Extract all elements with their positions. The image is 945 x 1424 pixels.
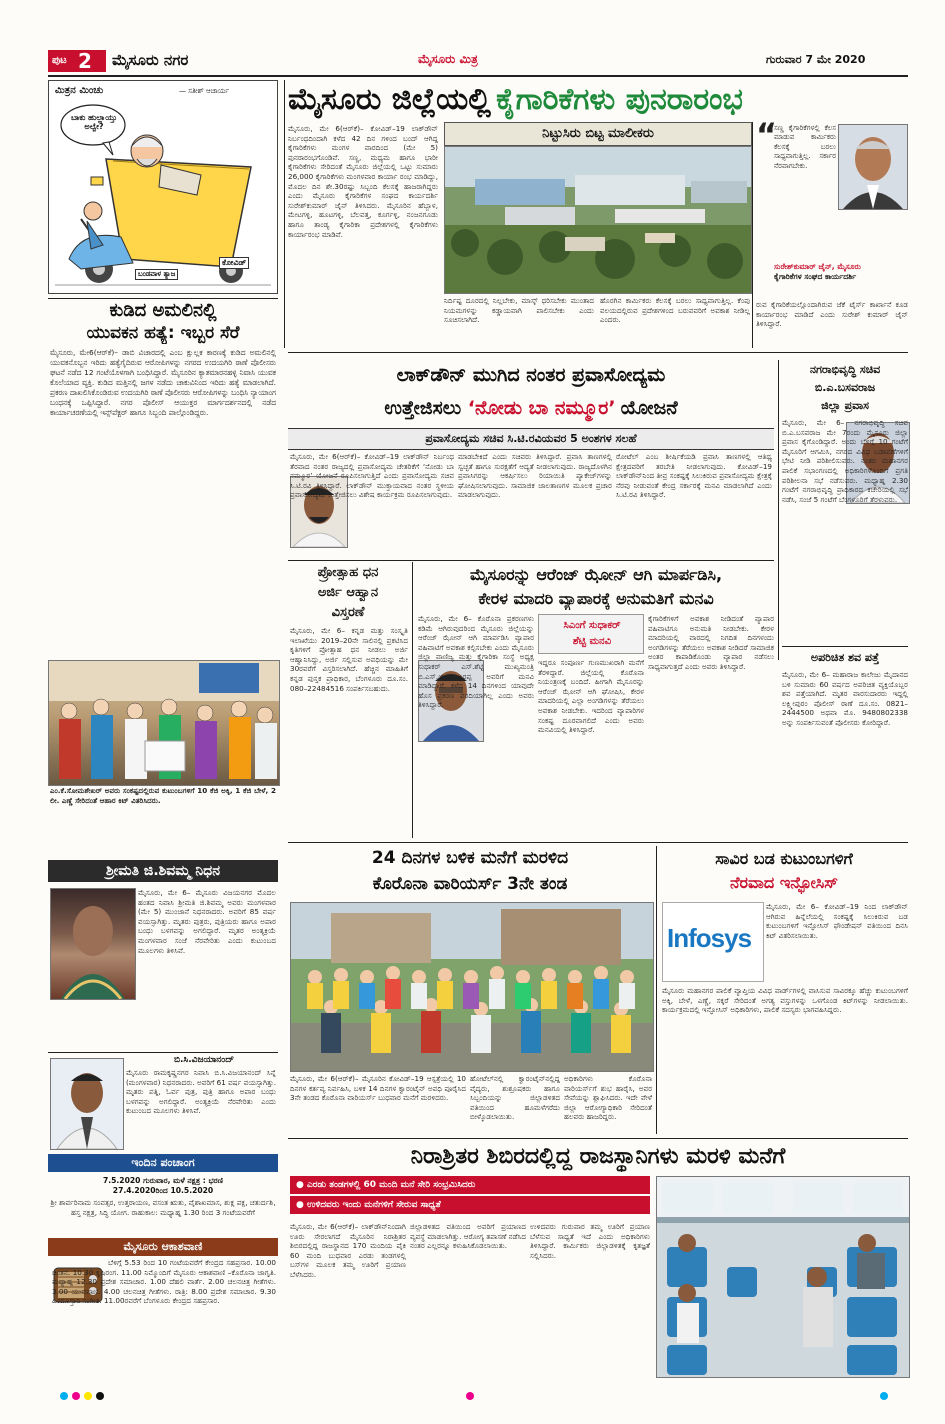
orange-col-3: ಕೈಗಾರಿಕೆಗಳಿಗೆ ಅವಕಾಶ ನೀಡಿದಂತೆ ವ್ಯಾಪಾರ ವಹಿವಾಟಿಗೂ ಅನುಮತಿ ನೀಡಬೇಕು. ಕೇರಳ ಮಾದರಿಯಲ್ಲಿ ವಾರದಲ್ಲಿ ನಿಗದಿತ ದಿನಗಳಂದು ಅಂಗಡಿಗಳನ್ನು ತೆರೆಯಲು ಅವಕಾಶ ನೀಡಿದರೆ ಸಾಮಾಜಿಕ ಅಂತರ ಕಾಪಾಡಿಕೊಂಡು ವ್ಯಾಪಾರ ನಡೆಸಲು ಸಾಧ್ಯವಾಗುತ್ತದೆ ಎಂದು ಅವರು ತಿಳಿಸಿದ್ದಾರೆ. <box>648 614 774 671</box>
section-name: ಮೈಸೂರು ನಗರ <box>112 51 189 69</box>
obit-1-body-cont <box>50 1002 134 1058</box>
bullet-1-text: ಎರಡು ತಂಡಗಳಲ್ಲಿ 60 ಮಂದಿ ಮನೆ ಸೇರಿ ಸಂಭ್ರಮಿಸಿದರು <box>307 1180 476 1190</box>
orange-headline-2: ಕೇರಳ ಮಾದರಿ ವ್ಯಾಪಾರಕ್ಕೆ ಅನುಮತಿಗೆ ಮನವಿ <box>478 589 714 608</box>
cartoon-bubble-text: ಬಾಕು ಹುಲ್ಲಾಯ್ತು ಅಲ್ವೇ? <box>70 113 118 131</box>
panchanga-title: ಇಂದಿನ ಪಂಚಾಂಗ <box>48 1154 278 1172</box>
orange-subhead-box <box>538 614 644 654</box>
registration-mark-black <box>96 1392 104 1400</box>
obit-1-portrait <box>51 889 135 999</box>
unknown-body-title: ಅಪರಿಚಿತ ಶವ ಪತ್ತೆ <box>810 651 880 664</box>
registration-mark-right <box>880 1392 888 1400</box>
obit-1-photo <box>50 888 136 1000</box>
lead-headline <box>288 80 908 120</box>
rule <box>752 122 753 348</box>
bus-passengers-photo <box>656 1176 910 1378</box>
page-label: ಪುಟ <box>52 55 67 66</box>
rajasthan-bullets <box>290 1176 650 1216</box>
minister-title-1: ನಗರಾಭಿವೃದ್ಧಿ ಸಚಿವ <box>809 363 881 376</box>
orange-col-1: ಮೈಸೂರು, ಮೇ 6– ಕೊರೊನಾ ಪ್ರಕರಣಗಳು ಕಡಿಮೆ ಆಗಿರುವುದರಿಂದ ಮೈಸೂರು ಜಿಲ್ಲೆಯನ್ನು ಆರೆಂಜ್ ಝೋನ್ ಆಗಿ ಮಾರ್ಪಡಿಸಿ ವ್ಯಾಪಾರ ವಹಿವಾಟಿಗೆ ಅವಕಾಶ ಕಲ್ಪಿಸಬೇಕು ಎಂದು ಮೈಸೂರು ಜಿಲ್ಲಾ ವಾಣಿಜ್ಯ ಮತ್ತು ಕೈಗಾರಿಕಾ ಸಂಸ್ಥೆ ಅಧ್ಯಕ್ಷ ಸುಧಾಕರ್ ಎಸ್.ಶೆಟ್ಟಿ ಮುಖ್ಯಮಂತ್ರಿ ಬಿ.ಎಸ್.ಯಡಿಯೂರಪ್ಪ ಅವರಿಗೆ ಮನವಿ ಮಾಡಿದ್ದಾರೆ. ಕಳೆದ 14 ದಿನಗಳಿಂದ ಯಾವುದೇ ಹೊಸ ಪ್ರಕರಣ ವರದಿಯಾಗಿಲ್ಲ ಎಂದು ಅವರು ತಿಳಿಸಿದ್ದಾರೆ. <box>418 614 534 710</box>
orange-subhead-2: ಶೆಟ್ಟಿ ಮನವಿ <box>572 636 612 647</box>
infosys-headline-1: ಸಾವಿರ ಬಡ ಕುಟುಂಬಗಳಿಗೆ <box>715 849 853 868</box>
panchanga-line-2: 27.4.2020ರಿಂದ 10.5.2020 <box>112 1186 214 1195</box>
lead-col-3: ಹೊರಗಿನ ಕಾರ್ಮಿಕರು ಕೆಲಸಕ್ಕೆ ಬರಲು ಸಾಧ್ಯವಾಗುತ್ತಿಲ್ಲ. ಕೆಂಪು ವಲಯದಲ್ಲಿರುವ ಪ್ರದೇಶಗಳಿಂದ ಬರುವವರಿಗೆ ಅವಕಾಶ ನೀಡಿಲ್ಲ ಎಂದರು. <box>600 296 750 325</box>
orange-subhead-1: ಸಿಎಂಗೆ ಸುಧಾಕರ್ <box>563 620 621 631</box>
panchanga-body: ಶ್ರೀ ಶಾರ್ವರಿನಾಮ ಸಂವತ್ಸರ, ಉತ್ತರಾಯಣ, ವಸಂತ ಋತು, ವೈಶಾಖಮಾಸ, ಶುಕ್ಲ ಪಕ್ಷ, ಚತುರ್ದಶಿ, ಹಸ್ತ ನಕ್ಷತ್ರ, ಸಿದ್ಧಿ ಯೋಗ. ರಾಹುಕಾಲ: ಮಧ್ಯಾಹ್ನ 1.30 ರಿಂದ 3 ಗಂಟೆಯವರೆಗೆ <box>50 1198 276 1217</box>
cartoon-artist: — ಸತೀಶ್ ಆಚಾರ್ಯ <box>179 87 229 95</box>
radio-body: ಬೆಳಿಗ್ಗೆ 5.53 ರಿಂದ 10 ಗಂಟೆಯವರೆಗೆ ಕೇಂದ್ರದ ಸಹಪ್ರಸಾರ. 10.00 ಚಿಂತನ. 10.30 ಕೃಷಿರಂಗ. 11.00 ನಿಮ್ಮೊಂದಿಗೆ ಮೈಸೂರು ಆಕಾಶವಾಣಿ –ಕೊರೊನಾ ಜಾಗೃತಿ. ಮಧ್ಯಾಹ್ನ 12.30 ಪ್ರದೇಶ ಸಮಾಚಾರ. 1.00 ದೆಹಲಿ ವಾರ್ತೆ. 2.00 ಚಲನಚಿತ್ರ ಗೀತೆಗಳು. 3.00 ಯುವವಾಣಿ. 4.00 ಚಲನಚಿತ್ರ ಗೀತೆಗಳು. ರಾತ್ರಿ: 8.00 ಪ್ರದೇಶ ಸಮಾಚಾರ. 9.30 ಹಿಂದೂಸ್ತಾನಿ ಸಂಗೀತ. 11.00ರವರೆಗೆ ಬೆಂಗಳೂರು ಕೇಂದ್ರದ ಸಹಪ್ರಸಾರ. <box>52 1258 276 1306</box>
award-headline-1: ಪ್ರೋತ್ಸಾಹ ಧನ <box>317 565 379 580</box>
rule <box>288 560 774 561</box>
obit-2-portrait <box>51 1059 123 1149</box>
corona-warriors-art <box>291 903 653 1071</box>
tourism-headline-1: ಲಾಕ್‌ಡೌನ್ ಮುಗಿದ ನಂತರ ಪ್ರವಾಸೋದ್ಯಮ <box>396 364 666 386</box>
unknown-body-text: ಮೈಸೂರು, ಮೇ 6– ಮಹಾರಾಜ ಕಾಲೇಜು ಮೈದಾನದ ಬಳಿ ಸುಮಾರು 60 ವರ್ಷದ ಅಪರಿಚಿತ ವ್ಯಕ್ತಿಯೊಬ್ಬರ ಶವ ಪತ್ತೆಯಾಗಿದೆ. ಮೃತರ ವಾರಸುದಾರರು ಇದ್ದಲ್ಲಿ ಲಕ್ಷ್ಮೀಪುರಂ ಪೊಲೀಸ್ ಠಾಣೆ ದೂ.ಸಂ. 0821–2444500 ಅಥವಾ ಮೊ. 9480802338 ಅನ್ನು ಸಂಪರ್ಕಿಸುವಂತೆ ಪೊಲೀಸರು ಕೋರಿದ್ದಾರೆ. <box>782 670 908 727</box>
murder-body: ಮೈಸೂರು, ಮೇ6(ಆರ್‌ಕೆ)– ಡಾಬಿ ವಿಚಾರದಲ್ಲಿ ಎಂಬ ಕ್ಷುಲ್ಲಕ ಕಾರಣಕ್ಕೆ ಕುಡಿದ ಅಮಲಿನಲ್ಲಿ ಯುವಕನೊಬ್ಬನ ಇರಿದು ಹತ್ಯೆಗೈದಿರುವ ಆರೋಪಿಗಳನ್ನು ನಗರದ ಉದಯಗಿರಿ ಠಾಣೆ ಪೊಲೀಸರು ಘಟನೆ ನಡೆದ 12 ಗಂಟೆಯೊಳಗಾಗಿ ಬಂಧಿಸಿದ್ದಾರೆ. ಮೈಸೂರಿನ ಕ್ಯಾತಮಾರನಹಳ್ಳಿ ನಿವಾಸಿ ಯುವಕ ಕೊಲೆಯಾದ ವ್ಯಕ್ತಿ. ಕುಡಿದ ಮತ್ತಿನಲ್ಲಿ ಜಗಳ ನಡೆದು ಚಾಕುವಿನಿಂದ ಇರಿದು ಹತ್ಯೆ ಮಾಡಲಾಗಿದೆ. ಪ್ರಕರಣ ದಾಖಲಿಸಿಕೊಂಡಿರುವ ಉದಯಗಿರಿ ಠಾಣೆ ಪೊಲೀಸರು ಆರೋಪಿಗಳನ್ನು ಬಂಧಿಸಿ ನ್ಯಾಯಾಂಗ ಬಂಧನಕ್ಕೆ ಒಪ್ಪಿಸಿದ್ದಾರೆ. ನಗರ ಪೊಲೀಸ್ ಆಯುಕ್ತರ ಮಾರ್ಗದರ್ಶನದಲ್ಲಿ ನಡೆದ ಕಾರ್ಯಾಚರಣೆಯಲ್ಲಿ ಇನ್ಸ್‌ಪೆಕ್ಟರ್ ಹಾಗೂ ಸಿಬ್ಬಂದಿ ಪಾಲ್ಗೊಂಡಿದ್ದರು. <box>50 348 276 417</box>
infosys-body-1: ಮೈಸೂರು, ಮೇ 6– ಕೋವಿಡ್–19 ನಿಂದ ಲಾಕ್‌ಡೌನ್ ಆಗಿರುವ ಹಿನ್ನೆಲೆಯಲ್ಲಿ ಸಂಕಷ್ಟಕ್ಕೆ ಸಿಲುಕಿರುವ ಬಡ ಕುಟುಂಬಗಳಿಗೆ ಇನ್ಫೋಸಿಸ್ ಫೌಂಡೇಷನ್ ವತಿಯಿಂದ ದಿನಸಿ ಕಿಟ್ ವಿತರಿಸಲಾಯಿತು. <box>766 902 908 940</box>
quote-mark-icon: “ <box>756 116 778 154</box>
rule <box>48 1052 278 1053</box>
lead-col-2: ನಿರ್ದಿಷ್ಟ ದೂರದಲ್ಲಿ ನಿಲ್ಲಬೇಕು, ಮಾಸ್ಕ್ ಧರಿಸಬೇಕು ಮುಂತಾದ ನಿಯಮಗಳನ್ನು ಕಡ್ಡಾಯವಾಗಿ ಪಾಲಿಸಬೇಕು ಎಂದು ಸೂಚಿಸಲಾಗಿದೆ. <box>444 296 594 325</box>
obit-1-body: ಮೈಸೂರು, ಮೇ 6– ಮೈಸೂರು ವಿಜಯನಗರ ಮೊದಲ ಹಂತದ ನಿವಾಸಿ ಶ್ರೀಮತಿ ಜಿ.ಶಿವಮ್ಮ ಅವರು ಮಂಗಳವಾರ (ಮೇ 5) ಮುಂಜಾನೆ ನಿಧನರಾದರು. ಅವರಿಗೆ 85 ವರ್ಷ ವಯಸ್ಸಾಗಿತ್ತು. ಮೃತರು ಪುತ್ರರು, ಪುತ್ರಿಯರು ಹಾಗೂ ಅಪಾರ ಬಂಧು ಬಳಗವನ್ನು ಅಗಲಿದ್ದಾರೆ. ಮೃತರ ಅಂತ್ಯಕ್ರಿಯೆ ಮಂಗಳವಾರ ಸಂಜೆ ನೆರವೇರಿತು ಎಂದು ಕುಟುಂಬದ ಮೂಲಗಳು ತಿಳಿಸಿವೆ. <box>138 888 276 955</box>
rajasthan-col-3: ಉಳಿದವರು ಗುರುವಾರ ತಮ್ಮ ಊರಿಗೆ ಪ್ರಯಾಣ ಬೆಳೆಸುವ ಸಾಧ್ಯತೆ ಇದೆ ಎಂದು ಅಧಿಕಾರಿಗಳು ತಿಳಿಸಿದ್ದಾರೆ. ಕಾರ್ಮಿಕರು ಜಿಲ್ಲಾಡಳಿತಕ್ಕೆ ಕೃತಜ್ಞತೆ ಸಲ್ಲಿಸಿದರು. <box>530 1222 650 1260</box>
orange-col-2: ಇದ್ದರೂ ಸಂಪೂರ್ಣ ಗುಣಮುಖರಾಗಿ ಮನೆಗೆ ತೆರಳಿದ್ದಾರೆ. ಜಿಲ್ಲೆಯಲ್ಲಿ ಕೊರೊನಾ ನಿಯಂತ್ರಣಕ್ಕೆ ಬಂದಿದೆ. ಹೀಗಾಗಿ ಮೈಸೂರನ್ನು ಆರೆಂಜ್ ಝೋನ್ ಆಗಿ ಘೋಷಿಸಿ, ಕೇರಳ ಮಾದರಿಯಲ್ಲಿ ಎಲ್ಲಾ ಅಂಗಡಿಗಳನ್ನು ತೆರೆಯಲು ಅವಕಾಶ ನೀಡಬೇಕು. ಇದರಿಂದ ವ್ಯಾಪಾರಿಗಳ ಸಂಕಷ್ಟ ದೂರವಾಗಲಿದೆ ಎಂದು ಅವರು ಮನವಿಯಲ್ಲಿ ತಿಳಿಸಿದ್ದಾರೆ. <box>538 658 644 735</box>
issue-date: ಗುರುವಾರ 7 ಮೇ 2020 <box>766 53 866 66</box>
infosys-body-2: ಮೈಸೂರು ಮಹಾನಗರ ಪಾಲಿಕೆ ವ್ಯಾಪ್ತಿಯ ವಿವಿಧ ವಾರ್ಡ್‌ಗಳಲ್ಲಿ ವಾಸಿಸುವ ಸಾವಿರಕ್ಕೂ ಹೆಚ್ಚು ಕುಟುಂಬಗಳಿಗೆ ಅಕ್ಕಿ, ಬೇಳೆ, ಎಣ್ಣೆ, ಸಕ್ಕರೆ ಸೇರಿದಂತೆ ಅಗತ್ಯ ವಸ್ತುಗಳನ್ನು ಒಳಗೊಂಡ ಕಿಟ್‌ಗಳನ್ನು ನೀಡಲಾಯಿತು. ಕಾರ್ಯಕ್ರಮದಲ್ಲಿ ಇನ್ಫೋಸಿಸ್ ಅಧಿಕಾರಿಗಳು, ಪಾಲಿಕೆ ಸದಸ್ಯರು ಭಾಗವಹಿಸಿದ್ದರು. <box>662 986 908 1015</box>
industrial-area-art <box>445 147 751 293</box>
cartoon-panel <box>48 80 278 294</box>
quote-portrait <box>838 124 908 210</box>
registration-mark-cyan <box>60 1392 68 1400</box>
rule <box>288 352 908 353</box>
tourism-headline-2a: ಉತ್ತೇಜಿಸಲು <box>384 397 468 419</box>
bullet-1-icon: ● <box>296 1180 307 1190</box>
rule <box>412 562 413 838</box>
paper-name: ಮೈಸೂರು ಮಿತ್ರ <box>418 52 478 66</box>
registration-mark-yellow <box>84 1392 92 1400</box>
award-body: ಮೈಸೂರು, ಮೇ 6– ಕನ್ನಡ ಮತ್ತು ಸಂಸ್ಕೃತಿ ಇಲಾಖೆಯು 2019–20ನೇ ಸಾಲಿನಲ್ಲಿ ಪ್ರಕಟಿಸಿದ ಕೃತಿಗಳಿಗೆ ಪ್ರೋತ್ಸಾಹ ಧನ ನೀಡಲು ಅರ್ಜಿ ಆಹ್ವಾನಿಸಿದ್ದು, ಅರ್ಜಿ ಸಲ್ಲಿಸುವ ಅವಧಿಯನ್ನು ಮೇ 30ರವರೆಗೆ ವಿಸ್ತರಿಸಲಾಗಿದೆ. ಹೆಚ್ಚಿನ ಮಾಹಿತಿಗೆ ಕನ್ನಡ ಪುಸ್ತಕ ಪ್ರಾಧಿಕಾರ, ಬೆಂಗಳೂರು ದೂ.ಸಂ. 080–22484516 ಸಂಪರ್ಕಿಸಬಹುದು. <box>290 626 408 693</box>
orange-headline-1: ಮೈಸೂರನ್ನು ಆರೆಂಜ್ ಝೋನ್ ಆಗಿ ಮಾರ್ಪಡಿಸಿ, <box>469 565 723 584</box>
rule <box>284 80 285 348</box>
registration-mark-magenta <box>72 1392 80 1400</box>
rule <box>656 846 657 1134</box>
murder-headline-1: ಕುಡಿದ ಅಮಲಿನಲ್ಲಿ <box>109 300 217 321</box>
lead-headline-part1: ಮೈಸೂರು ಜಿಲ್ಲೆಯಲ್ಲಿ <box>288 82 491 117</box>
corona-warriors-photo <box>290 902 654 1072</box>
lead-col-1: ಮೈಸೂರು, ಮೇ 6(ಆರ್‌ಕೆ)– ಕೋವಿಡ್–19 ಲಾಕ್‌ಡೌನ್ ನಿರ್ಬಂಧದಿಂದಾಗಿ ಕಳೆದ 42 ದಿನ ಗಳಿಂದ ಬಂದ್ ಆಗಿದ್ದ ಕೈಗಾರಿಕೆಗಳು ಮಂಗಳ ವಾರದಿಂದ (ಮೇ 5) ಪುನರಾರಂಭಗೊಂಡಿವೆ. ಸಣ್ಣ, ಮಧ್ಯಮ ಹಾಗೂ ಭಾರೀ ಕೈಗಾರಿಕೆಗಳು ಸೇರಿದಂತೆ ಮೈಸೂರು ಜಿಲ್ಲೆಯಲ್ಲಿ ಒಟ್ಟು ಸುಮಾರು 26,000 ಕೈಗಾರಿಕೆಗಳು ಮಂಗಳವಾರ ಕಾರ್ಯಾ ರಂಭ ಮಾಡಿದ್ದು, ಮೊದಲ ದಿನ ಶೇ.30ರಷ್ಟು ಸಿಬ್ಬಂದಿ ಕೆಲಸಕ್ಕೆ ಹಾಜರಾಗಿದ್ದರು ಎಂದು ಮೈಸೂರು ಕೈಗಾರಿಕೆಗಳ ಸಂಘದ ಕಾರ್ಯದರ್ಶಿ ಸುರೇಶ್‌ಕುಮಾರ್ ಜೈನ್ ತಿಳಿಸಿದರು. ಮೈಸೂರಿನ ಹೆಬ್ಬಾಳ, ಮೇಟಗಳ್ಳಿ, ಹೂಟಗಳ್ಳಿ, ಬೆಲವತ್ತ, ಕೂರ್ಗಳ್ಳಿ, ನಂಜನಗೂಡು ಹಾಗೂ ತಾಂಡ್ಯ ಕೈಗಾರಿಕಾ ಪ್ರದೇಶಗಳಲ್ಲಿ ಕೈಗಾರಿಕೆಗಳು ಕಾರ್ಯಾರಂಭ ಮಾಡಿವೆ. <box>288 124 438 239</box>
quote-portrait-art <box>839 125 907 209</box>
industrial-area-photo <box>444 146 752 294</box>
page-number-badge <box>48 50 106 72</box>
quote-name: ಸುರೇಶ್‌ಕುಮಾರ್ ಜೈನ್, ಮೈಸೂರು <box>774 262 861 271</box>
lead-headline-part2: ಕೈಗಾರಿಕೆಗಳು ಪುನರಾರಂಭ <box>496 82 743 117</box>
quote-text: ಸಣ್ಣ ಕೈಗಾರಿಕೆಗಳಲ್ಲಿ ಕೆಲಸ ಮಾಡುವ ಕಾರ್ಮಿಕರು ಕೆಲಸಕ್ಕೆ ಬರಲು ಸಾಧ್ಯವಾಗುತ್ತಿಲ್ಲ. ಸರ್ಕಾರ ನೆರವಾಗಬೇಕು. <box>774 124 836 170</box>
warriors-headline-1: 24 ದಿನಗಳ ಬಳಿಕ ಮನೆಗೆ ಮರಳಿದ <box>371 848 569 868</box>
page-number: 2 <box>78 49 92 73</box>
obit-2-name: ಬಿ.ಸಿ.ವಿಜಯಾನಂದ್ <box>173 1055 235 1065</box>
cartoon-scooter-label: ಕೋವಿಡ್ <box>219 257 249 269</box>
lead-photo-strip: ನಿಟ್ಟುಸಿರು ಬಿಟ್ಟ ಮಾಲೀಕರು <box>444 122 752 146</box>
tourism-headline-2b: ‘ನೋಡು ಬಾ ನಮ್ಮೂರ’ <box>467 397 616 419</box>
warriors-col-3: ಅಧಿಕಾರಿಗಳು ಕೊರೊನಾ ವಾರಿಯರ್ಸ್‌ಗೆ ಶುಭ ಹಾರೈಸಿ, ಅವರ ಸೇವೆಯನ್ನು ಶ್ಲಾಘಿಸಿದರು. ಇದೇ ವೇಳೆ ಜಿಲ್ಲಾ ಆರೋಗ್ಯಾಧಿಕಾರಿ ಸೇರಿದಂತೆ ಹಲವರು ಹಾಜರಿದ್ದರು. <box>564 1074 652 1122</box>
masthead <box>48 48 908 74</box>
tourism-col-2: ಮಾಡಬೇಕಿದೆ ಎಂದು ಸಚಿವರು ತಿಳಿಸಿದ್ದಾರೆ. ಪ್ರವಾಸಿ ತಾಣಗಳಲ್ಲಿ ಸ್ವಚ್ಛತೆ ಹಾಗೂ ಸುರಕ್ಷತೆಗೆ ಆದ್ಯತೆ ನೀಡಲಾಗುವುದು. ರಾಜ್ಯದೊಳಗಿನ ಪ್ರವಾಸಿಗರನ್ನು ಆಕರ್ಷಿಸಲು ರಿಯಾಯಿತಿ ಪ್ಯಾಕೇಜ್‌ಗಳನ್ನು ಘೋಷಿಸಲಾಗುವುದು. ಸಾಮಾಜಿಕ ಜಾಲತಾಣಗಳ ಮೂಲಕ ಪ್ರಚಾರ ಮಾಡಲಾಗುವುದು. <box>458 452 612 500</box>
food-kit-photo <box>48 660 280 786</box>
bullet-2-icon: ● <box>296 1200 307 1210</box>
rule <box>288 842 908 843</box>
rule <box>782 646 908 647</box>
warriors-col-1: ಮೈಸೂರು, ಮೇ 6(ಆರ್‌ಕೆ)– ಮೈಸೂರಿನ ಕೋವಿಡ್–19 ಆಸ್ಪತ್ರೆಯಲ್ಲಿ 10 ದಿನಗಳ ಕರ್ತವ್ಯ ನಿರ್ವಹಿಸಿ, ಬಳಿಕ 14 ದಿನಗಳ ಕ್ವಾರಂಟೈನ್ ಅವಧಿ ಪೂರೈಸಿದ 3ನೇ ತಂಡದ ಕೊರೊನಾ ವಾರಿಯರ್ಸ್ ಬುಧವಾರ ಮನೆಗೆ ಮರಳಿದರು. <box>290 1074 466 1103</box>
rule <box>778 360 779 660</box>
quote-box <box>756 116 908 298</box>
cartoon-cart-label: ಬಂಡವಾಳ ತ್ಯಾಜ <box>135 269 178 280</box>
rajasthan-bullet-1 <box>290 1176 650 1194</box>
tourism-col-3: ರೋಟೆಲ್ ಎಂಬ ಶೀರ್ಷಿಕೆಯಡಿ ಪ್ರವಾಸಿ ತಾಣಗಳಲ್ಲಿ ಆತಿಥ್ಯ ಕ್ಷೇತ್ರದವರಿಗೆ ತರಬೇತಿ ನೀಡಲಾಗುವುದು. ಕೋವಿಡ್–19 ಲಾಕ್‌ಡೌನ್‌ನಿಂದ ತೀವ್ರ ಸಂಕಷ್ಟಕ್ಕೆ ಸಿಲುಕಿರುವ ಪ್ರವಾಸೋದ್ಯಮ ಕ್ಷೇತ್ರಕ್ಕೆ ನೆರವು ನೀಡುವಂತೆ ಕೇಂದ್ರ ಸರ್ಕಾರಕ್ಕೆ ಮನವಿ ಮಾಡಲಾಗಿದೆ ಎಂದು ಸಿ.ಟಿ.ರವಿ ತಿಳಿಸಿದ್ದಾರೆ. <box>616 452 772 500</box>
panchanga-line-1: 7.5.2020 ಗುರುವಾರ, ಮಳೆ ನಕ್ಷತ್ರ : ಭರಣಿ <box>102 1176 224 1185</box>
award-headline-2: ಅರ್ಜಿ ಆಹ್ವಾನ <box>317 585 379 600</box>
tourism-headline-2c: ಯೋಜನೆ <box>620 397 678 419</box>
registration-mark-center <box>466 1392 474 1400</box>
food-kit-caption: ಎಂ.ಕೆ.ಸೋಮಶೇಖರ್ ಅವರು ಸಂಕಷ್ಟದಲ್ಲಿರುವ ಕುಟುಂಬಗಳಿಗೆ 10 ಕೆಜಿ ಅಕ್ಕಿ, 1 ಕೆಜಿ ಬೇಳೆ, 2 ಲೀ. ಎಣ್ಣೆ ಸೇರಿದಂತೆ ಆಹಾರ ಕಿಟ್ ವಿತರಿಸಿದರು. <box>50 786 276 805</box>
quote-text-cont <box>774 212 906 258</box>
obit-2-body: ಮೈಸೂರು ರಾಮಕೃಷ್ಣನಗರ ನಿವಾಸಿ ಬಿ.ಸಿ.ವಿಜಯಾನಂದ್ ಸಿನ್ನೆ (ಮಂಗಳವಾರ) ನಿಧನರಾದರು. ಅವರಿಗೆ 61 ವರ್ಷ ವಯಸ್ಸಾಗಿತ್ತು. ಮೃತರು ಪತ್ನಿ, ಓರ್ವ ಪುತ್ರ, ಪುತ್ರಿ ಹಾಗೂ ಅಪಾರ ಬಂಧು ಬಳಗವನ್ನು ಅಗಲಿದ್ದಾರೆ. ಅಂತ್ಯಕ್ರಿಯೆ ನೆರವೇರಿತು ಎಂದು ಕುಟುಂಬದ ಮೂಲಗಳು ತಿಳಿಸಿವೆ. <box>126 1068 276 1116</box>
rajasthan-headline: ನಿರಾಶ್ರಿತರ ಶಿಬಿರದಲ್ಲಿದ್ದ ರಾಜಸ್ಥಾನಿಗಳು ಮರಳಿ ಮನೆಗೆ <box>410 1144 786 1169</box>
food-kit-photo-art <box>49 661 279 785</box>
rule <box>288 1138 908 1139</box>
infosys-logo <box>662 902 764 982</box>
rajasthan-bullet-2 <box>290 1196 650 1214</box>
bus-passengers-art <box>657 1177 909 1377</box>
lead-col-4: ರುವ ಕೈಗಾರಿಕೆಯಲ್ಲೊಂದಾಗಿರುವ ಜೆಕೆ ಟೈರ್ಸ್ ಕಾರ್ಖಾನೆ ಕೂಡ ಕಾರ್ಯಾರಂಭ ಮಾಡಿದೆ ಎಂದು ಸುರೇಶ್ ಕುಮಾರ್ ಜೈನ್ ತಿಳಿಸಿದ್ದಾರೆ. <box>756 300 908 329</box>
minister-title-2: ಬಿ.ಎ.ಬಸವರಾಜ <box>814 381 876 394</box>
tourism-headline-2 <box>288 392 774 424</box>
minister-title-3: ಜಿಲ್ಲಾ ಪ್ರವಾಸ <box>821 399 869 412</box>
award-headline-3: ವಿಸ್ತರಣೆ <box>331 605 365 620</box>
murder-headline-2: ಯುವಕನ ಹತ್ಯೆ: ಇಬ್ಬರ ಸೆರೆ <box>86 323 240 343</box>
tourism-strip: ಪ್ರವಾಸೋದ್ಯಮ ಸಚಿವ ಸಿ.ಟಿ.ರವಿಯವರ 5 ಅಂಶಗಳ ಸಲಹೆ <box>288 428 774 450</box>
warriors-col-2: ಹೋಟೆಲ್‌ನಲ್ಲಿ ಕ್ವಾರಂಟೈನ್‌ನಲ್ಲಿದ್ದ ವೈದ್ಯರು, ಶುಶ್ರೂಷಕರು ಹಾಗೂ ಸಿಬ್ಬಂದಿಯನ್ನು ಜಿಲ್ಲಾಡಳಿತದ ವತಿಯಿಂದ ಹೂಮಳೆಗರೆದು ಬೀಳ್ಕೊಡಲಾಯಿತು. <box>470 1074 560 1122</box>
quote-role: ಕೈಗಾರಿಕೆಗಳ ಸಂಘದ ಕಾರ್ಯದರ್ಶಿ <box>774 272 857 281</box>
infosys-headline-2: ನೆರವಾದ ಇನ್ಫೋಸಿಸ್ <box>730 873 838 892</box>
masthead-rule <box>48 75 908 77</box>
warriors-headline-2: ಕೊರೊನಾ ವಾರಿಯರ್ಸ್ 3ನೇ ತಂಡ <box>372 874 568 894</box>
rajasthan-col-1: ಮೈಸೂರು, ಮೇ 6(ಆರ್‌ಕೆ)– ಲಾಕ್‌ಡೌನ್‌ನಿಂದಾಗಿ ಊರು ಸೇರಲಾಗದೆ ಮೈಸೂರಿನ ನಿರಾಶ್ರಿತರ ಶಿಬಿರದಲ್ಲಿದ್ದ ರಾಜಸ್ಥಾನದ 170 ಮಂದಿಯ ಪೈಕಿ 60 ಮಂದಿ ಬುಧವಾರ ಎರಡು ತಂಡಗಳಲ್ಲಿ ಬಸ್‌ಗಳ ಮೂಲಕ ತಮ್ಮ ಊರಿಗೆ ಪ್ರಯಾಣ ಬೆಳೆಸಿದರು. <box>290 1222 406 1279</box>
bullet-2-text: ಉಳಿದವರು ಇಂದು ಮನೆಗಳಿಗೆ ಸೇರುವ ಸಾಧ್ಯತೆ <box>307 1200 441 1210</box>
infosys-logo-text: Infosys <box>667 923 752 953</box>
radio-title: ಮೈಸೂರು ಆಕಾಶವಾಣಿ <box>48 1238 278 1256</box>
minister-body: ಮೈಸೂರು, ಮೇ 6– ನಗರಾಭಿವೃದ್ಧಿ ಸಚಿವ ಬಿ.ಎ.ಬಸವರಾಜ ಮೇ 7ರಂದು ಮೈಸೂರು ಜಿಲ್ಲಾ ಪ್ರವಾಸ ಕೈಗೊಂಡಿದ್ದಾರೆ. ಅಂದು ಬೆಳಿಗ್ಗೆ 10 ಗಂಟೆಗೆ ಮೈಸೂರಿಗೆ ಆಗಮಿಸಿ, ನಗರದ ವಿವಿಧ ಬಡಾವಣೆಗಳಿಗೆ ಭೇಟಿ ನೀಡಿ ಪರಿಶೀಲಿಸುವರು. ನಂತರ ಮಹಾನಗರ ಪಾಲಿಕೆ ಸಭಾಂಗಣದಲ್ಲಿ ಅಧಿಕಾರಿಗಳೊಂದಿಗೆ ಪ್ರಗತಿ ಪರಿಶೀಲನಾ ಸಭೆ ನಡೆಸುವರು. ಮಧ್ಯಾಹ್ನ 2.30 ಗಂಟೆಗೆ ನಗರಾಭಿವೃದ್ಧಿ ಪ್ರಾಧಿಕಾರದ ಕಚೇರಿಯಲ್ಲಿ ಸಭೆ ನಡೆಸಿ, ಸಂಜೆ 5 ಗಂಟೆಗೆ ಬೆಂಗಳೂರಿಗೆ ತೆರಳುವರು. <box>782 418 908 504</box>
rule <box>48 298 278 299</box>
cartoon-title: ಮಿತ್ರನ ಮಿಂಚು <box>55 85 104 96</box>
tourism-col-1: ಮೈಸೂರು, ಮೇ 6(ಆರ್‌ಕೆ)– ಕೋವಿಡ್–19 ಲಾಕ್‌ಡೌನ್ ನಿರ್ಬಂಧ ತೆರವಾದ ನಂತರ ರಾಜ್ಯದಲ್ಲಿ ಪ್ರವಾಸೋದ್ಯಮ ಚೇತರಿಕೆಗೆ ‘ನೋಡು ಬಾ ನಮ್ಮೂರ’ ಯೋಜನೆ ರೂಪಿಸಲಾಗುತ್ತಿದೆ ಎಂದು ಪ್ರವಾಸೋದ್ಯಮ ಸಚಿವ ಸಿ.ಟಿ.ರವಿ ತಿಳಿಸಿದ್ದಾರೆ. ಲಾಕ್‌ಡೌನ್ ಮುಕ್ತಾಯವಾದ ನಂತರ ಸ್ಥಳೀಯ ಪ್ರವಾಸೋದ್ಯಮ ಉತ್ತೇಜಿಸಲು ವಿಶೇಷ ಕಾರ್ಯಕ್ರಮ ರೂಪಿಸಲಾಗುವುದು. <box>290 452 454 500</box>
rajasthan-col-2: ಜಿಲ್ಲಾಡಳಿತದ ವತಿಯಿಂದ ಅವರಿಗೆ ಪ್ರಯಾಣದ ವ್ಯವಸ್ಥೆ ಮಾಡಲಾಗಿತ್ತು. ಆರೋಗ್ಯ ತಪಾಸಣೆ ನಡೆಸಿದ ನಂತರ ಎಲ್ಲರನ್ನೂ ಕಳುಹಿಸಿಕೊಡಲಾಯಿತು. <box>410 1222 526 1251</box>
obit-2-photo <box>50 1058 124 1150</box>
obit-1-title: ಶ್ರೀಮತಿ ಜಿ.ಶಿವಮ್ಮ ನಿಧನ <box>48 860 278 882</box>
